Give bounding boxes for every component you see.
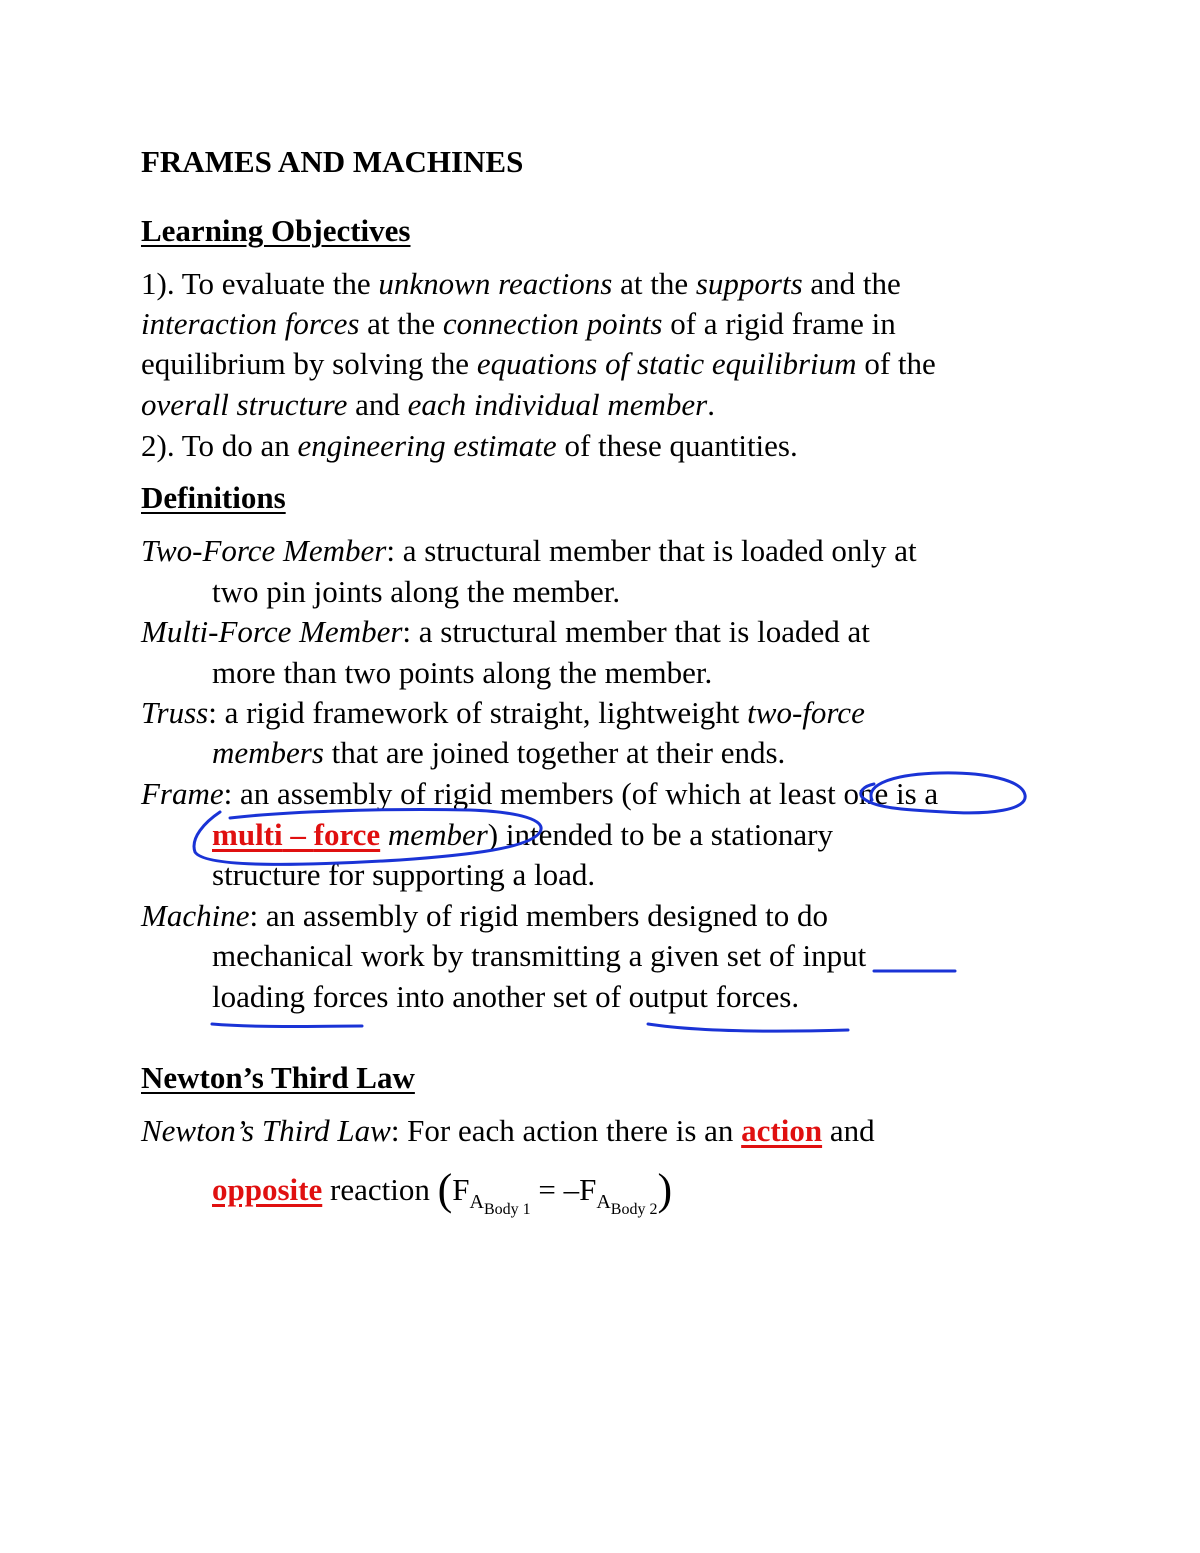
def-truss-cont: members that are joined together at their ends. [212,735,786,770]
action-highlight: action [741,1113,823,1148]
objectives-line-1: 1). To evaluate the unknown reactions at the supports and the [141,266,901,301]
objectives-line-3: equilibrium by solving the equations of static equilibrium of the [141,346,936,381]
newton-heading: Newton’s Third Law [141,1060,415,1095]
def-frame: Frame: an assembly of rigid members (of which at least one is a [141,776,939,811]
newton-line-1: Newton’s Third Law: For each action there is an action and [141,1113,875,1148]
def-machine: Machine: an assembly of rigid members designed to do [141,898,829,933]
equation: $(F_{A_{Body 1}} = -F_{A_{Body 2}})$ [437,1165,673,1218]
newton-line-2: opposite reaction $(F_{A_{Body 1}} = -F_{A_{Body 2}})$ [212,1165,673,1218]
def-frame-cont-2: structure for supporting a load. [212,857,596,892]
term-machine: Machine [141,898,250,933]
term-two-force: Two-Force Member [141,533,387,568]
force-highlight: force [313,817,381,852]
objectives-line-4: overall structure and each individual member. [141,387,715,422]
term-multi-force: Multi-Force Member [141,614,403,649]
term-truss: Truss [141,695,209,730]
term-frame: Frame [141,776,224,811]
def-multi-force: Multi-Force Member: a structural member that is loaded at [141,614,870,649]
def-frame-cont: multi – force member) intended to be a stationary [212,817,833,852]
underline-loading [212,1024,362,1027]
def-truss: Truss: a rigid framework of straight, lightweight two-force [141,695,865,730]
def-multi-force-cont: more than two points along the member. [212,655,713,690]
multi-highlight: multi [212,817,283,852]
opposite-highlight: opposite [212,1172,323,1207]
def-machine-cont-2: loading forces into another set of output forces. [212,979,800,1014]
objectives-line-5: 2). To do an engineering estimate of these quantities. [141,428,798,463]
term-newton: Newton’s Third Law [141,1113,391,1148]
def-two-force-cont: two pin joints along the member. [212,574,621,609]
underline-output [648,1024,848,1031]
definitions-heading: Definitions [141,480,286,515]
page-title: FRAMES AND MACHINES [141,144,524,179]
def-two-force: Two-Force Member: a structural member that is loaded only at [141,533,917,568]
objectives-line-2: interaction forces at the connection points of a rigid frame in [141,306,896,341]
objectives-heading: Learning Objectives [141,213,411,248]
def-machine-cont: mechanical work by transmitting a given set of input [212,938,867,973]
